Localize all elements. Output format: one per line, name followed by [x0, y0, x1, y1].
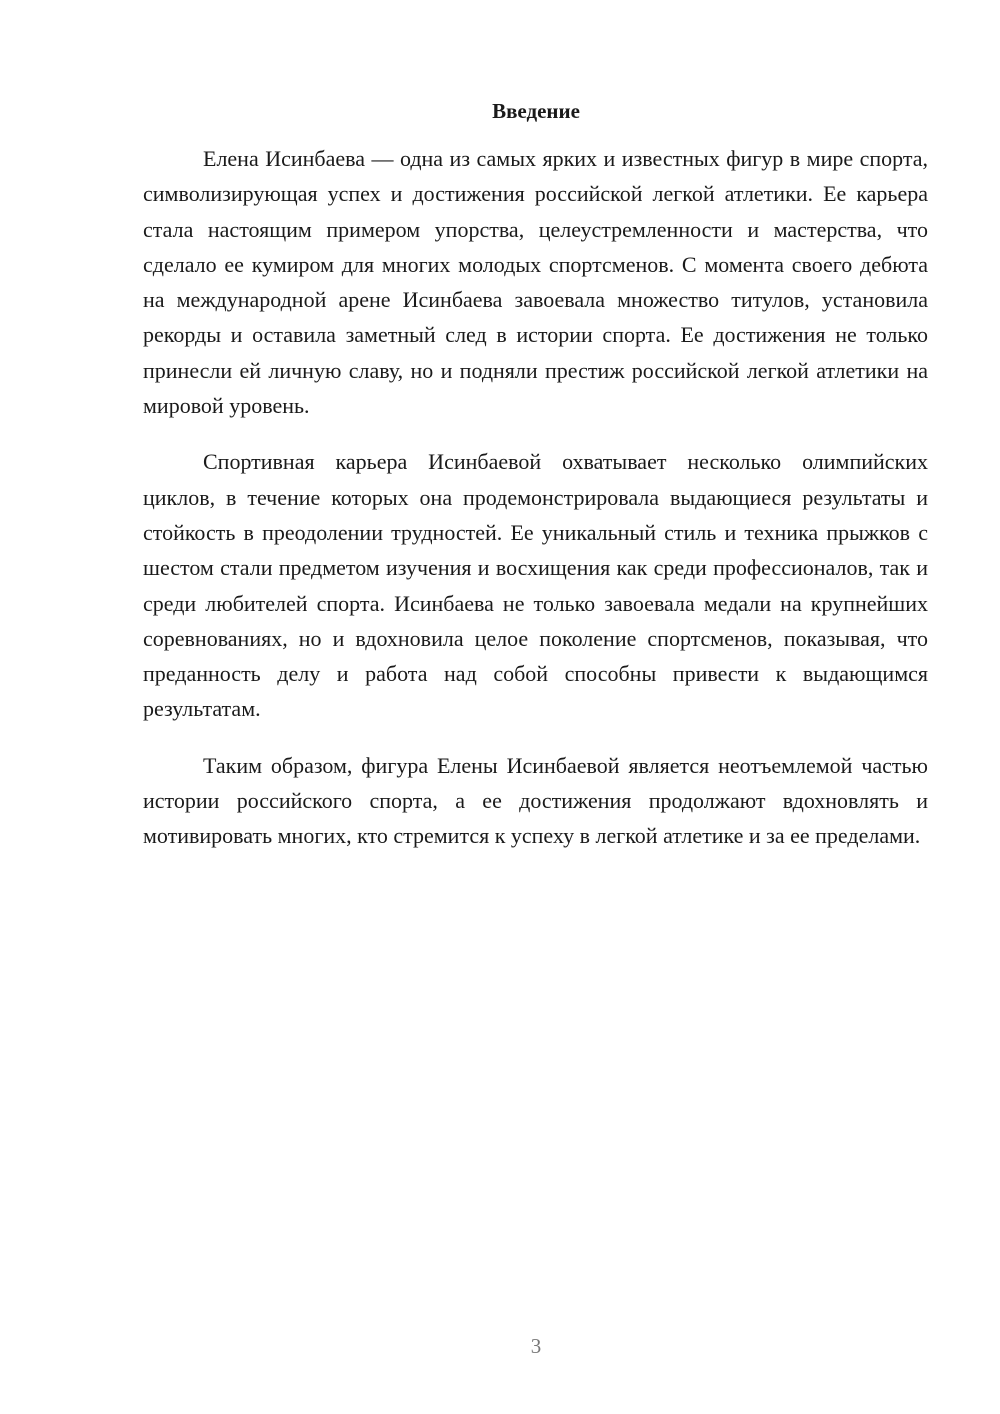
page-title: Введение	[492, 99, 580, 123]
page-number: 3	[530, 1334, 542, 1358]
paragraph-1: Елена Исинбаева — одна из самых ярких и известных фигур в мире спорта, символизирующая успех и достижения российской легкой атлетики. Ее карьера стала настоящим примером упорства, целеустремленности и мастерства, что сделало ее кумиром для многих молодых спортсменов. С момента своего дебюта на международной арене Исинбаева завоевала множество титулов, установила рекорды и оставила заметный след в истории спорта. Ее достижения не только принесли ей личную славу, но и подняли престиж российской легкой атлетики на мировой уровень.	[143, 146, 928, 419]
document-body	[143, 141, 928, 875]
paragraph-2: Спортивная карьера Исинбаевой охватывает несколько олимпийских циклов, в течение которых она продемонстрировала выдающиеся результаты и стойкость в преодолении трудностей. Ее уникальный стиль и техника прыжков с шестом стали предметом изучения и восхищения как среди профессионалов, так и среди любителей спорта. Исинбаева не только завоевала медали на крупнейших соревнованиях, но и вдохновила целое поколение спортсменов, показывая, что преданность делу и работа над собой способны привести к выдающимся результатам.	[143, 449, 928, 722]
paragraph-3: Таким образом, фигура Елены Исинбаевой является неотъемлемой частью истории российского спорта, а ее достижения продолжают вдохновлять и мотивировать многих, кто стремится к успеху в легкой атлетике и за ее пределами.	[143, 752, 928, 849]
